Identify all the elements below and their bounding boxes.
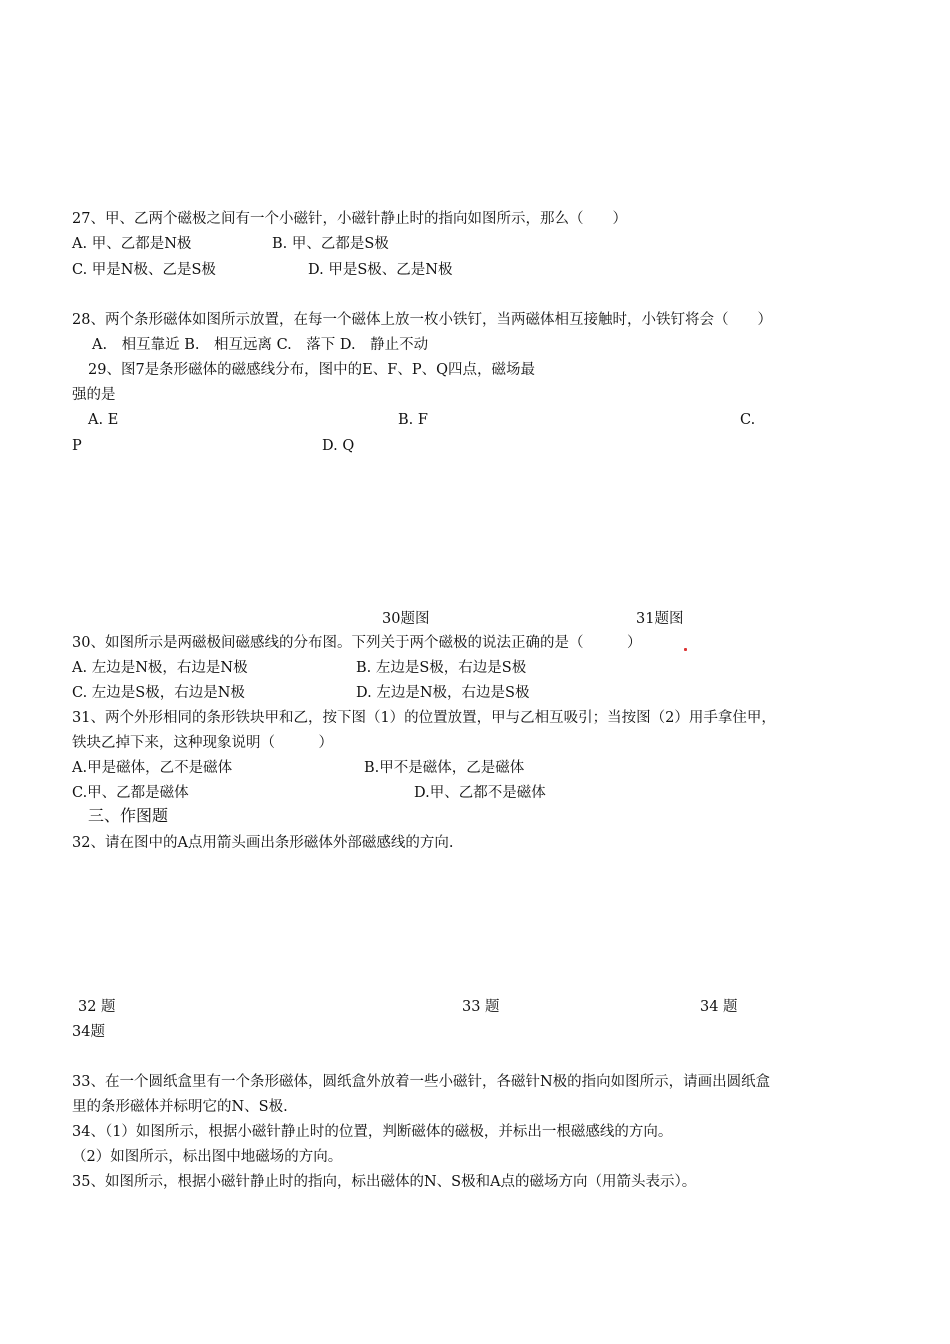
q29-stem-line1: 29、图7是条形磁体的磁感线分布，图中的E、F、P、Q四点，磁场最 — [88, 362, 535, 378]
q28-options: A. 相互靠近 B. 相互远离 C. 落下 D. 静止不动 — [92, 337, 429, 353]
q33-stem-line2: 里的条形磁体并标明它的N、S极. — [72, 1099, 288, 1115]
q29-option-d: D. Q — [322, 438, 355, 454]
q27-stem: 27、甲、乙两个磁极之间有一个小磁针，小磁针静止时的指向如图所示，那么（ ） — [72, 211, 627, 227]
figure-32-caption: 32 题 — [78, 999, 116, 1015]
figure-33-caption: 33 题 — [462, 999, 500, 1015]
q29-option-c-value: P — [72, 438, 82, 454]
q30-option-a: A. 左边是N极，右边是N极 — [72, 660, 248, 676]
q34-part1: 34、（1）如图所示，根据小磁针静止时的位置，判断磁体的磁极，并标出一根磁感线的方向。 — [72, 1124, 673, 1140]
section-3-title: 三、作图题 — [88, 806, 169, 825]
q30-stem: 30、如图所示是两磁极间磁感线的分布图。下列关于两个磁极的说法正确的是（ ） — [72, 635, 642, 651]
figure-30-caption: 30题图 — [382, 611, 430, 627]
q31-option-c: C.甲、乙都是磁体 — [72, 785, 189, 801]
q29-option-b: B. F — [398, 412, 428, 428]
figure-34-caption: 34 题 — [700, 999, 738, 1015]
q30-option-c: C. 左边是S极，右边是N极 — [72, 685, 245, 701]
q31-stem-line1: 31、两个外形相同的条形铁块甲和乙，按下图（1）的位置放置，甲与乙相互吸引；当按图（2）用手拿住甲， — [72, 710, 776, 726]
q29-option-a: A. E — [88, 412, 119, 428]
edit-mark — [684, 648, 687, 651]
q27-option-b: B. 甲、乙都是S极 — [272, 236, 389, 252]
q30-option-d: D. 左边是N极，右边是S极 — [356, 685, 530, 701]
q30-option-b: B. 左边是S极，右边是S极 — [356, 660, 527, 676]
q29-option-c-label: C. — [740, 412, 756, 428]
q29-stem-line2: 强的是 — [72, 387, 116, 403]
figure-34-caption-2: 34题 — [72, 1024, 105, 1040]
q27-option-c: C. 甲是N极、乙是S极 — [72, 262, 216, 278]
q33-stem-line1: 33、在一个圆纸盒里有一个条形磁体，圆纸盒外放着一些小磁针，各磁针N极的指向如图所示，请画出圆纸盒 — [72, 1074, 771, 1090]
q31-stem-line2: 铁块乙掉下来，这种现象说明（ ） — [72, 735, 333, 751]
q34-part2: （2）如图所示，标出图中地磁场的方向。 — [72, 1149, 343, 1165]
q27-option-d: D. 甲是S极、乙是N极 — [308, 262, 453, 278]
q28-stem: 28、两个条形磁体如图所示放置，在每一个磁体上放一枚小铁钉，当两磁体相互接触时，小铁钉将会（ ） — [72, 312, 772, 328]
q31-option-d: D.甲、乙都不是磁体 — [414, 785, 546, 801]
q31-option-a: A.甲是磁体，乙不是磁体 — [72, 760, 233, 776]
q27-option-a: A. 甲、乙都是N极 — [72, 236, 192, 252]
figure-31-caption: 31题图 — [636, 611, 684, 627]
q35-stem: 35、如图所示，根据小磁针静止时的指向，标出磁体的N、S极和A点的磁场方向（用箭头表示）。 — [72, 1174, 697, 1190]
q32-stem: 32、请在图中的A点用箭头画出条形磁体外部磁感线的方向. — [72, 835, 454, 851]
q31-option-b: B.甲不是磁体，乙是磁体 — [364, 760, 525, 776]
